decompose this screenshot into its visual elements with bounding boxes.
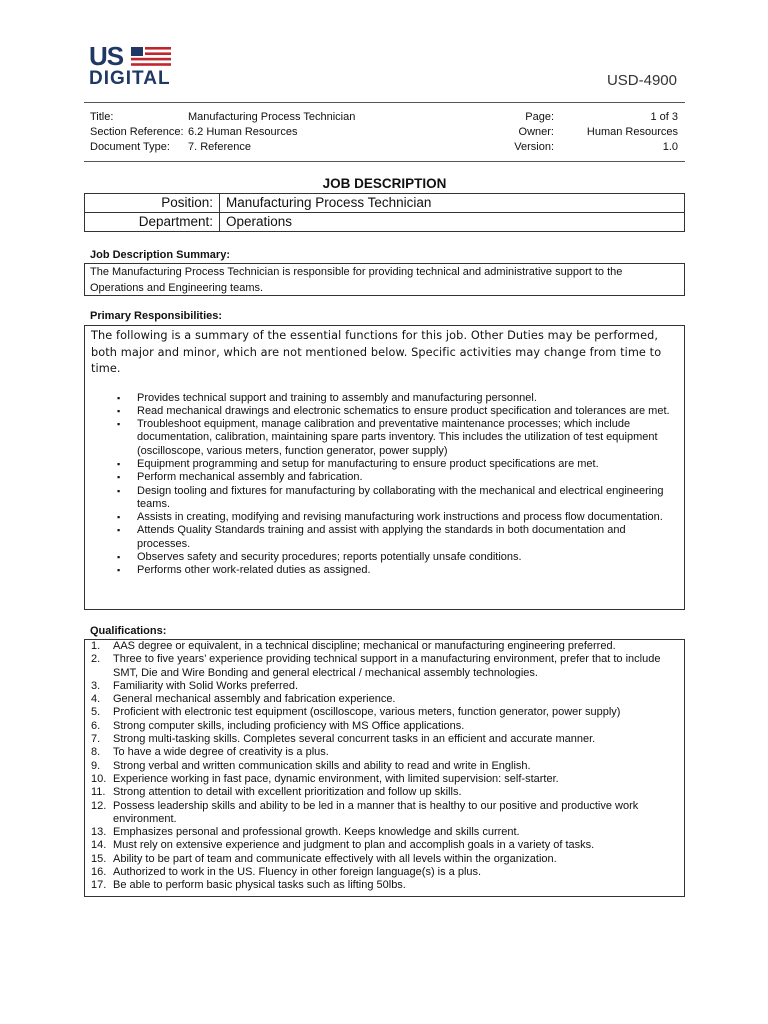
responsibility-text: Attends Quality Standards training and assist with applying the standards in both documentation and processes. — [137, 524, 626, 550]
position-label: Position: — [85, 194, 220, 213]
summary-text: The Manufacturing Process Technician is responsible for providing technical and administrative support to the Operations and Engineering teams. — [90, 266, 623, 294]
qualification-item — [85, 746, 684, 759]
responsibility-text: Provides technical support and training to assembly and manufacturing personnel. — [137, 391, 537, 404]
responsibility-text: Equipment programming and setup for manufacturing to ensure product specifications are met. — [137, 457, 599, 470]
qualification-text: Strong attention to detail with excellent prioritization and follow up skills. — [113, 786, 462, 799]
qualification-text: Possess leadership skills and ability to be led in a manner that is healthy to our positive and productive work environment. — [113, 799, 639, 825]
qualification-number: 15. — [91, 852, 107, 865]
qualifications-heading: Qualifications: — [90, 625, 167, 637]
department-label: Department: — [85, 213, 220, 232]
responsibility-item — [117, 418, 684, 458]
company-logo — [89, 42, 173, 92]
qualification-text: Ability to be part of team and communicate effectively with all levels within the organization. — [113, 852, 557, 865]
qualification-item — [85, 866, 684, 879]
owner-value: Human Resources — [586, 126, 678, 138]
responsibility-text: Perform mechanical assembly and fabrication. — [137, 471, 363, 484]
qualification-number: 8. — [91, 746, 101, 759]
section-value: 6.2 Human Resources — [188, 126, 298, 138]
document-number: USD-4900 — [606, 72, 677, 89]
qualification-item — [85, 773, 684, 786]
position-value: Manufacturing Process Technician — [220, 194, 685, 213]
qualification-text: AAS degree or equivalent, in a technical discipline; mechanical or manufacturing engineering preferred. — [113, 640, 616, 652]
qualification-text: Strong verbal and written communication skills and ability to read and write in English. — [113, 759, 531, 772]
owner-label: Owner: — [518, 126, 554, 138]
department-row — [85, 213, 685, 232]
responsibility-item — [117, 511, 684, 524]
flag-icon — [131, 47, 171, 67]
title-label: Title: — [90, 111, 114, 123]
qualification-number: 2. — [91, 653, 101, 666]
qualification-text: Strong computer skills, including proficiency with MS Office applications. — [113, 719, 465, 732]
qualification-text: Strong multi-tasking skills. Completes several concurrent tasks in an efficient and accurate manner. — [113, 733, 596, 746]
doctype-value: 7. Reference — [188, 141, 251, 153]
meta-divider — [84, 161, 685, 162]
version-label: Version: — [514, 141, 554, 153]
logo-text-digital: DIGITAL — [89, 68, 171, 89]
responsibility-text: Troubleshoot equipment, manage calibration and preventative maintenance processes; which include documentation, calibration, maintaining spare parts inventory. This includes the utilization of test equipment (oscilloscope, various meters, function generator, power supply) — [137, 418, 658, 457]
qualifications-box — [84, 639, 685, 897]
qualification-number: 9. — [91, 759, 101, 772]
position-row — [85, 194, 685, 213]
qualification-text: Three to five years’ experience providing technical support in a manufacturing environment, prefer that to include SMT, Die and Wire Bonding and general electrical / mechanical assembly technologies. — [113, 653, 661, 679]
responsibility-item — [117, 391, 684, 405]
responsibility-text: Assists in creating, modifying and revising manufacturing work instructions and process flow documentation. — [137, 511, 663, 524]
qualification-text: Familiarity with Solid Works preferred. — [113, 679, 299, 692]
qualification-item — [85, 760, 684, 773]
qualification-number: 3. — [91, 679, 101, 692]
position-department-table — [84, 193, 685, 232]
bullet-icon: ▪ — [117, 552, 121, 563]
qualification-item — [85, 680, 684, 693]
qualification-number: 6. — [91, 719, 101, 732]
responsibility-item — [117, 524, 684, 551]
qualification-text: Proficient with electronic test equipment (oscilloscope, various meters, function generator, power supply) — [113, 706, 621, 719]
qualification-number: 4. — [91, 693, 101, 706]
responsibility-text: Design tooling and fixtures for manufacturing by collaborating with the mechanical and electrical engineering teams. — [137, 484, 664, 510]
qualification-item — [85, 839, 684, 852]
logo-text-us: US — [89, 41, 124, 71]
responsibilities-intro: The following is a summary of the essential functions for this job. Other Duties may be performed, both major and minor, which are not mentioned below. Specific activities may change from time to time. — [91, 329, 662, 375]
section-label: Section Reference: — [90, 126, 184, 138]
responsibility-text: Read mechanical drawings and electronic schematics to ensure product specification and tolerances are met. — [137, 404, 670, 417]
header-divider — [84, 102, 685, 103]
page-value: 1 of 3 — [650, 111, 678, 123]
page-label: Page: — [525, 111, 554, 123]
qualification-number: 10. — [91, 772, 107, 785]
responsibility-text: Observes safety and security procedures; reports potentially unsafe conditions. — [137, 551, 522, 564]
qualification-text: Must rely on extensive experience and judgment to plan and accomplish goals in a variety of tasks. — [113, 839, 595, 852]
qualification-number: 5. — [91, 706, 101, 719]
qualification-text: Authorized to work in the US. Fluency in other foreign language(s) is a plus. — [113, 866, 482, 879]
qualification-item — [85, 640, 684, 653]
doctype-label: Document Type: — [90, 141, 170, 153]
responsibility-item — [117, 551, 684, 564]
bullet-icon: ▪ — [117, 485, 121, 496]
meta-right — [480, 110, 678, 157]
bullet-icon: ▪ — [117, 525, 121, 536]
summary-heading: Job Description Summary: — [90, 249, 230, 261]
qualification-item — [85, 879, 684, 892]
bullet-icon: ▪ — [117, 405, 121, 416]
department-value: Operations — [220, 213, 685, 232]
qualification-item — [85, 720, 684, 733]
qualification-text: Emphasizes personal and professional growth. Keeps knowledge and skills current. — [113, 826, 520, 839]
responsibility-text: Performs other work-related duties as assigned. — [137, 564, 371, 577]
responsibility-item — [117, 457, 684, 471]
responsibility-item — [117, 564, 684, 577]
qualification-item — [85, 853, 684, 866]
bullet-icon: ▪ — [117, 458, 121, 469]
responsibilities-box — [84, 325, 685, 610]
qualification-number: 11. — [91, 786, 106, 799]
qualification-item — [85, 800, 684, 827]
qualification-text: To have a wide degree of creativity is a plus. — [113, 746, 329, 759]
meta-left — [90, 110, 390, 157]
bullet-icon: ▪ — [117, 392, 121, 403]
qualification-number: 14. — [91, 839, 107, 852]
bullet-icon: ▪ — [117, 512, 121, 523]
qualification-number: 16. — [91, 866, 107, 879]
qualification-text: Experience working in fast pace, dynamic environment, with limited supervision: self-starter. — [113, 772, 559, 785]
responsibility-item — [117, 404, 684, 418]
version-value: 1.0 — [662, 141, 678, 153]
qualification-number: 13. — [91, 826, 107, 839]
qualifications-list — [85, 640, 684, 893]
responsibility-item — [117, 484, 684, 512]
qualification-number: 1. — [91, 640, 101, 652]
bullet-icon: ▪ — [117, 419, 121, 430]
title-value: Manufacturing Process Technician — [188, 111, 356, 123]
qualification-item — [85, 826, 684, 839]
qualification-text: General mechanical assembly and fabrication experience. — [113, 693, 396, 706]
responsibilities-heading: Primary Responsibilities: — [90, 310, 223, 322]
qualification-number: 7. — [91, 733, 101, 746]
job-description-heading: JOB DESCRIPTION — [322, 176, 447, 191]
qualification-number: 12. — [91, 799, 107, 812]
qualification-item — [85, 706, 684, 719]
qualification-number: 17. — [91, 879, 107, 892]
qualification-item — [85, 786, 684, 799]
bullet-icon: ▪ — [117, 565, 121, 576]
summary-box — [84, 263, 685, 296]
qualification-item — [85, 693, 684, 706]
qualification-item — [85, 653, 684, 680]
responsibility-item — [117, 471, 684, 484]
qualification-text: Be able to perform basic physical tasks such as lifting 50lbs. — [113, 879, 406, 892]
responsibilities-list — [85, 392, 684, 578]
qualification-item — [85, 733, 684, 746]
bullet-icon: ▪ — [117, 472, 121, 483]
